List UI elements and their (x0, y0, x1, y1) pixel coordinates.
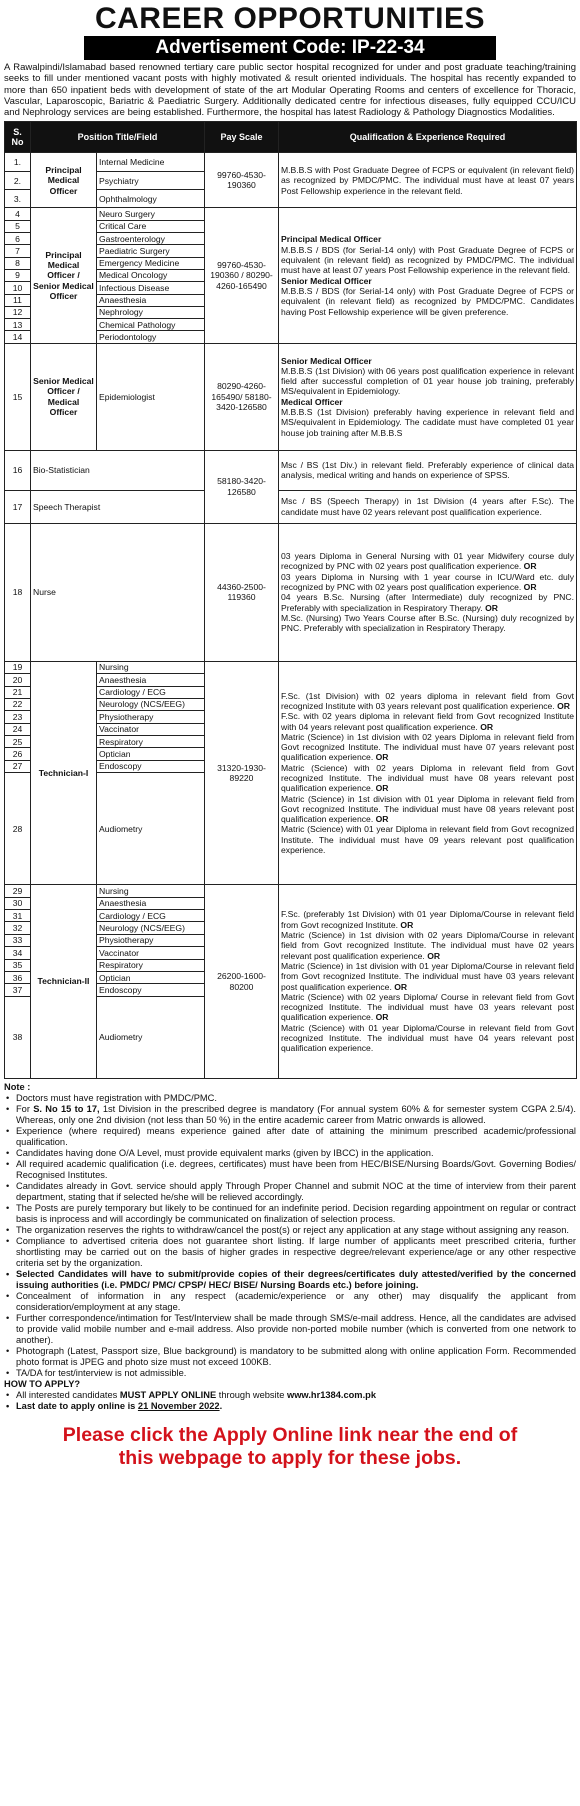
header-position: Position Title/Field (31, 122, 205, 153)
qualification-option: Matric (Science) in 1st division with 01 year Diploma in relevant field from Govt recognized Institute. The individual must have 08 years relevant post qualification experience. (281, 793, 574, 825)
field-name: Cardiology / ECG (97, 686, 205, 698)
serial-number: 12 (5, 306, 31, 318)
notes-section (4, 1082, 576, 1412)
field-name: Vaccinator (97, 947, 205, 959)
serial-number: 17 (5, 490, 31, 523)
serial-number: 23 (5, 711, 31, 723)
serial-number: 26 (5, 748, 31, 760)
banner-line: Please click the Apply Online link near the end of (62, 1423, 518, 1446)
field-name: Respiratory (97, 736, 205, 748)
field-name: Emergency Medicine (97, 257, 205, 269)
or-label: OR (557, 700, 571, 711)
serial-number: 20 (5, 674, 31, 686)
qualification-text: M.B.B.S (1st Division) preferably having experience in relevant field and MS/equivalent in Epidemiology. The cadidate must have completed 01 year house job training after M.B.B.S (281, 407, 574, 438)
qualification-option: F.Sc. (preferably 1st Division) with 01 year Diploma/Course in relevant field from Govt recognized Institute. (281, 909, 574, 930)
serial-number: 14 (5, 331, 31, 343)
field-name: Psychiatry (97, 172, 205, 190)
serial-number: 11 (5, 294, 31, 306)
header-pay: Pay Scale (205, 122, 279, 153)
table-row (5, 490, 577, 523)
or-label: OR (523, 561, 537, 572)
table-row (5, 208, 577, 220)
note-item: • Photograph (Latest, Passport size, Blue background) is mandatory to be submitted along with online application Form. Recommended photo format is JPEG and photo size must not exceed 100KB. (4, 1346, 576, 1368)
serial-number: 3. (5, 190, 31, 208)
serial-number: 1. (5, 153, 31, 172)
serial-number: 18 (5, 523, 31, 661)
qualification (279, 661, 577, 885)
page-title: CAREER OPPORTUNITIES (94, 2, 486, 35)
serial-number: 15 (5, 343, 31, 450)
table-row (5, 153, 577, 172)
serial-number: 6 (5, 233, 31, 245)
note-highlight: S. No 15 to 17, (33, 1103, 100, 1114)
field-name: Critical Care (97, 220, 205, 232)
field-name: Neuro Surgery (97, 208, 205, 220)
header-sno: S. No (5, 122, 31, 153)
position-title: Technician-I (31, 661, 97, 885)
qualification-option: 03 years Diploma in General Nursing with 01 year Midwifery course duly recognized by PNC with 02 years post qualification experience. (281, 551, 574, 572)
field-name: Endoscopy (97, 984, 205, 996)
apply-text: through website (216, 1389, 287, 1400)
serial-number: 19 (5, 661, 31, 673)
position-title: Principal Medical Officer / Senior Medical Officer (31, 208, 97, 343)
field-name: Optician (97, 972, 205, 984)
table-row (5, 343, 577, 450)
note-item: • Further correspondence/intimation for Test/Interview shall be made through SMS/e-mail address. Hence, all the candidates are advised to provide valid mobile number and e-mail address. Also provide non-ported mobile number (which is converted from one network to another). (4, 1313, 576, 1346)
deadline-date: 21 November 2022 (137, 1400, 220, 1411)
apply-text: All interested candidates (16, 1389, 120, 1400)
or-label: OR (427, 950, 441, 961)
field-name: Infectious Disease (97, 282, 205, 294)
serial-number: 9 (5, 269, 31, 281)
position-title: Technician-II (31, 885, 97, 1079)
website-link[interactable]: www.hr1384.com.pk (286, 1389, 377, 1400)
note-item: • Compliance to advertised criteria does not guarantee short listing. If large number of applicants meet prescribed criteria, further shortlisting may be carried out on the basis of higher grades in respective degree/relevant experience/age or any other respective criteria set by the organization. (4, 1236, 576, 1269)
table-row (5, 523, 577, 661)
field-name: Paediatric Surgery (97, 245, 205, 257)
qualification-option: Matric (Science) with 01 year Diploma in relevant field from Govt recognized Institute. The individual must have 09 years relevant post qualification experience. (281, 824, 574, 856)
or-label: OR (523, 581, 537, 592)
field-name: Audiometry (97, 773, 205, 885)
pay-scale: 31320-1930-89220 (205, 661, 279, 885)
note-item: • Concealment of information in any respect (academic/experience or any other) may disqualify the applicant from consideration/employment at any stage. (4, 1291, 576, 1313)
field-name: Medical Oncology (97, 269, 205, 281)
position-title: Senior Medical Officer / Medical Officer (31, 343, 97, 450)
field-name: Neurology (NCS/EEG) (97, 698, 205, 710)
pay-scale: 99760-4530-190360 / 80290-4260-165490 (205, 208, 279, 343)
jobs-table (4, 121, 577, 1078)
pay-scale: 44360-2500-119360 (205, 523, 279, 661)
or-label: OR (375, 752, 389, 763)
serial-number: 38 (5, 996, 31, 1078)
position-title: Nurse (31, 523, 205, 661)
advertisement-page (4, 2, 576, 1470)
pay-scale: 80290-4260-165490/ 58180-3420-126580 (205, 343, 279, 450)
serial-number: 13 (5, 319, 31, 331)
note-item (4, 1104, 576, 1126)
field-name: Chemical Pathology (97, 319, 205, 331)
qualification-text: M.B.B.S (1st Division) with 06 years post qualification experience in relevant field after successful completion of 01 year house job training, preferably MS/equivalent in Epidemiology. (281, 365, 574, 397)
serial-number: 27 (5, 760, 31, 772)
qualification-heading: Principal Medical Officer (281, 234, 382, 245)
field-name: Physiotherapy (97, 934, 205, 946)
table-row (5, 885, 577, 897)
qualification: Msc / BS (Speech Therapy) in 1st Division (4 years after F.Sc). The candidate must have 02 years relevant post qualification experience. (279, 490, 577, 523)
field-name: Internal Medicine (97, 153, 205, 172)
pay-scale: 58180-3420-126580 (205, 450, 279, 523)
field-name: Optician (97, 748, 205, 760)
note-item: • The organization reserves the rights to withdraw/cancel the post(s) or reject any application at any stage without assigning any reason. (4, 1225, 576, 1236)
or-label: OR (375, 1012, 389, 1023)
field-name: Nursing (97, 885, 205, 897)
table-header-row (5, 122, 577, 153)
field-name: Periodontology (97, 331, 205, 343)
field-name: Anaesthesia (97, 674, 205, 686)
or-label: OR (400, 919, 414, 930)
qualification-heading: Senior Medical Officer (281, 355, 372, 366)
qualification: Msc / BS (1st Div.) in relevant field. Preferably experience of clinical data analysis, medical writing and hands on experience of SPSS. (279, 450, 577, 490)
or-label: OR (375, 814, 389, 825)
apply-item (4, 1390, 576, 1401)
field-name: Nephrology (97, 306, 205, 318)
position-title: Bio-Statistician (31, 450, 205, 490)
serial-number: 16 (5, 450, 31, 490)
qualification-option: F.Sc. with 02 years diploma in relevant field from Govt recognized Institute with 04 years relevant post qualification experience. (281, 711, 574, 732)
position-title: Principal Medical Officer (31, 153, 97, 208)
apply-item (4, 1401, 576, 1412)
pay-scale: 99760-4530-190360 (205, 153, 279, 208)
serial-number: 28 (5, 773, 31, 885)
qualification-option: F.Sc. (1st Division) with 02 years diploma in relevant field from Govt recognized Institute with 03 years relevant post qualification experience. (281, 690, 574, 711)
field-name: Audiometry (97, 996, 205, 1078)
serial-number: 30 (5, 897, 31, 909)
position-title: Speech Therapist (31, 490, 205, 523)
note-item: • Selected Candidates will have to submit/provide copies of their degrees/certificates duly attested/verified by the concerned issuing authorities (i.e. PMDC/ PMC/ CPSP/ HEC/ BISE/ Nursing Boards etc.) before joining. (4, 1269, 576, 1291)
serial-number: 25 (5, 736, 31, 748)
banner-line: this webpage to apply for these jobs. (118, 1446, 462, 1469)
or-label: OR (394, 981, 408, 992)
advertisement-code: Advertisement Code: IP-22-34 (84, 36, 496, 60)
table-row (5, 450, 577, 490)
qualification (279, 208, 577, 343)
apply-highlight: MUST APPLY ONLINE (119, 1389, 217, 1400)
serial-number: 5 (5, 220, 31, 232)
serial-number: 24 (5, 723, 31, 735)
or-label: OR (375, 783, 389, 794)
note-item: • All required academic qualification (i.e. degrees, certificates) must have been from HEC/BISE/Nursing Boards/Govt. Governing Bodies/ Recognised Institutes. (4, 1159, 576, 1181)
intro-paragraph: A Rawalpindi/Islamabad based renowned tertiary care public sector hospital recognized for under and post graduate teaching/training seeks to fill under mentioned vacant posts with highly motivated & result oriented individuals. The hospital has recently expanded to more than 650 inpatient beds with development of state of the art Modular Operating Rooms and centers of excellence for Thoracic, Vascular, Laparoscopic, Bariatric & Paediatric Surgery. Additionally dedicated centre for infectious diseases, fully equipped CCU/ICU and Nephrology services are being established. Furthermore, the hospital has latest Radiology & Pathology Diagnostics Modalities. (4, 62, 576, 119)
qualification-option: Matric (Science) with 02 years Diploma in relevant field from Govt recognized Institute. The individual must have 08 years relevant post qualification experience. (281, 762, 574, 794)
field-name: Respiratory (97, 959, 205, 971)
table-row (5, 661, 577, 673)
notes-heading: Note : (4, 1081, 31, 1092)
apply-online-banner (4, 1424, 576, 1470)
qualification-option: Matric (Science) in 1st division with 01 year Diploma/Course in relevant field from Govt recognized Institute. The individual must have 03 years relevant post qualification experience. (281, 960, 574, 992)
pay-scale: 26200-1600-80200 (205, 885, 279, 1079)
qualification-option: M.Sc. (Nursing) Two Years Course after B.Sc. (Nursing) duly recognized by PNC. Preferably with specialization in Respiratory Therapy. (281, 612, 574, 634)
serial-number: 22 (5, 698, 31, 710)
qualification-option: Matric (Science) with 02 years Diploma/ Course in relevant field from Govt recognized Institute. The individual must have 03 years relevant post qualification experience. (281, 991, 574, 1023)
qualification-option: Matric (Science) with 01 year Diploma/Course in relevant field from Govt recognized Institute. The individual must have 04 years relevant post qualification experience. (281, 1022, 574, 1054)
note-text: 1st Division in the prescribed degree is mandatory (For annual system 60% & for semester system CGPA 2.5/4). Whereas, only one 2nd division (not less than 50 %) in the entire academic career from Matric onwards is allowed. (16, 1103, 576, 1125)
qualification-option: Matric (Science) in 1st division with 02 years Diploma in relevant field from Govt recognized Institute. The individual must have 07 years relevant post qualification experience. (281, 731, 574, 763)
field-name: Ophthalmology (97, 190, 205, 208)
field-name: Physiotherapy (97, 711, 205, 723)
serial-number: 7 (5, 245, 31, 257)
serial-number: 36 (5, 972, 31, 984)
note-item: • The Posts are purely temporary but likely to be continued for an indefinite period. Decision regarding appointment on regular or contract basis is inprocess and will accordingly be communicated on finalization of selection process. (4, 1203, 576, 1225)
field-name: Neurology (NCS/EEG) (97, 922, 205, 934)
note-text: For (16, 1103, 34, 1114)
note-item: • Experience (where required) means experience gained after date of attaining the minimum prescribed academic/professional qualification. (4, 1126, 576, 1148)
field-name: Endoscopy (97, 760, 205, 772)
serial-number: 32 (5, 922, 31, 934)
serial-number: 34 (5, 947, 31, 959)
apply-text: . (219, 1400, 223, 1411)
qualification-option: 04 years B.Sc. Nursing (after Intermediate) duly recognized by PNC. Preferably with specialization in Respiratory Therapy. (281, 592, 574, 613)
note-item: • Candidates having done O/A Level, must provide equivalent marks (given by IBCC) in the application. (4, 1148, 576, 1159)
qualification (279, 343, 577, 450)
how-to-apply-heading: HOW TO APPLY? (4, 1378, 81, 1389)
serial-number: 29 (5, 885, 31, 897)
serial-number: 31 (5, 910, 31, 922)
qualification-option: Matric (Science) in 1st division with 02 years Diploma/Course in relevant field from Govt recognized Institute. The individual must have 02 years relevant post qualification experience. (281, 930, 574, 961)
apply-text: Last date to apply online is (16, 1400, 138, 1411)
serial-number: 10 (5, 282, 31, 294)
or-label: OR (480, 721, 494, 732)
note-item: • Doctors must have registration with PMDC/PMC. (4, 1093, 576, 1104)
qualification: M.B.B.S with Post Graduate Degree of FCPS or equivalent (in relevant field) as recognized by PMDC/PMC. The individual must have at least 07 years Post Fellowship experience in the relevant field. (279, 153, 577, 208)
qualification-heading: Senior Medical Officer (281, 275, 372, 286)
field-name: Vaccinator (97, 723, 205, 735)
note-item: • Candidates already in Govt. service should apply Through Proper Channel and submit NOC at the time of interview from their parent department, stating that if selected he/she will be relieved accordingly. (4, 1181, 576, 1203)
header-qualification: Qualification & Experience Required (279, 122, 577, 153)
field-name: Gastroenterology (97, 233, 205, 245)
field-name: Anaesthesia (97, 294, 205, 306)
serial-number: 2. (5, 172, 31, 190)
serial-number: 4 (5, 208, 31, 220)
qualification-text: M.B.B.S / BDS (for Serial-14 only) with Post Graduate Degree of FCPS or equivalent (in relevant field) as recognized by PMDC/PMC. Candidates having Post Fellowship experience will be given preference. (281, 285, 574, 317)
field-name: Anaesthesia (97, 897, 205, 909)
apply-list (4, 1390, 576, 1412)
or-label: OR (485, 602, 499, 613)
serial-number: 8 (5, 257, 31, 269)
serial-number: 33 (5, 934, 31, 946)
field-name: Epidemiologist (97, 343, 205, 450)
notes-list (4, 1093, 576, 1379)
serial-number: 35 (5, 959, 31, 971)
qualification (279, 523, 577, 661)
qualification-heading: Medical Officer (281, 396, 343, 407)
qualification-option: 03 years Diploma in Nursing with 1 year course in ICU/Ward etc. duly recognized by PNC with 02 years post qualification experience. (281, 571, 574, 592)
note-item: • TA/DA for test/interview is not admissible. (4, 1368, 576, 1379)
serial-number: 21 (5, 686, 31, 698)
field-name: Nursing (97, 661, 205, 673)
field-name: Cardiology / ECG (97, 910, 205, 922)
qualification-text: M.B.B.S / BDS (for Serial-14 only) with Post Graduate Degree of FCPS or equivalent (in relevant field) as recognized by PMDC/PMC. The individual must have at least 07 years Post Fellowship experience in the relevant field. (281, 244, 574, 276)
qualification (279, 885, 577, 1079)
serial-number: 37 (5, 984, 31, 996)
